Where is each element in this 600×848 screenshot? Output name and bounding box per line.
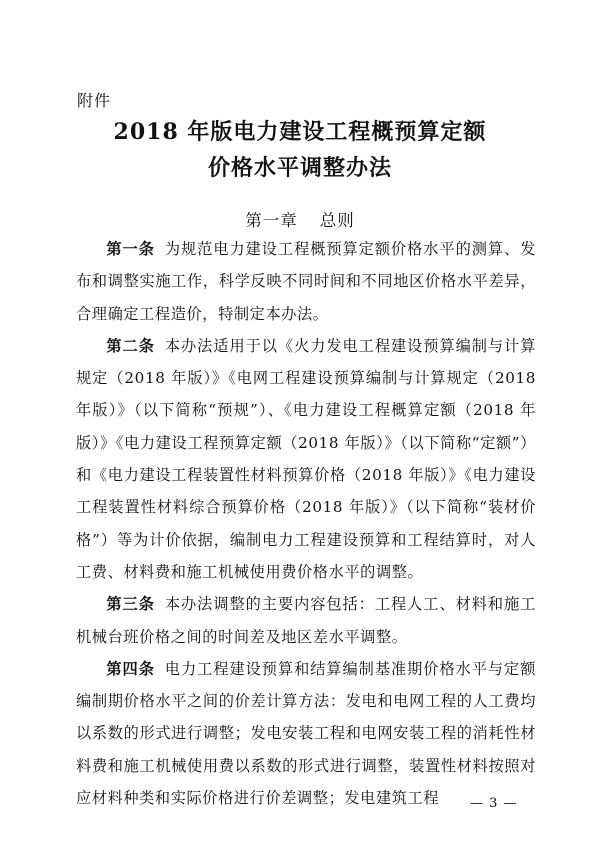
document-title-line-2: 价格水平调整办法 — [207, 155, 392, 181]
document-body — [76, 233, 536, 814]
chapter-name: 总则 — [319, 211, 355, 230]
attachment-label: 附件 — [77, 91, 112, 110]
page-number: — 3 — — [470, 796, 518, 811]
article-paragraph — [76, 233, 536, 330]
chapter-number: 第一章 — [245, 211, 298, 230]
chapter-heading — [60, 207, 540, 231]
article-paragraph — [76, 653, 536, 814]
article-label: 第二条 — [106, 336, 155, 355]
article-text: 为规范电力建设工程概预算定额价格水平的测算、发布和调整实施工作，科学反映不同时间和不同地区价格水平差异，合理确定工程造价，特制定本办法。 — [76, 240, 536, 323]
document-title-line-1: 2018 年版电力建设工程概预算定额 — [113, 119, 487, 145]
article-text: 电力工程建设预算和结算编制基准期价格水平与定额编制期价格水平之间的价差计算方法：发电和电网工程的人工费均以系数的形式进行调整；发电安装工程和电网安装工程的消耗性材料费和施工机械使用费以系数的形式进行调整，装置性材料按照对应材料种类和实际价格进行价差调整；发电建筑工程 — [76, 659, 536, 808]
article-label: 第四条 — [106, 659, 155, 678]
article-label: 第一条 — [106, 240, 155, 258]
article-paragraph — [76, 588, 536, 653]
article-label: 第三条 — [106, 595, 155, 614]
article-text: 本办法调整的主要内容包括：工程人工、材料和施工机械台班价格之间的时间差及地区差水平调整。 — [76, 595, 536, 646]
article-paragraph — [76, 330, 536, 588]
article-text: 本办法适用于以《火力发电工程建设预算编制与计算规定（2018 年版）》《电网工程建设预算编制与计算规定（2018 年版）》（以下简称“预规”）、《电力建设工程概算定额（2018 年版）》《电力建设工程预算定额（2018 年版）》（以下简称“定额”）和《电力建设工程装置性材料预算价格（2018 年版）》《电力建设工程装置性材料综合预算价格（2018 年版）》（以下简称“装材价格”）等为计价依据，编制电力工程建设预算和工程结算时，对人工费、材料费和施工机械使用费价格水平的调整。 — [76, 336, 536, 581]
